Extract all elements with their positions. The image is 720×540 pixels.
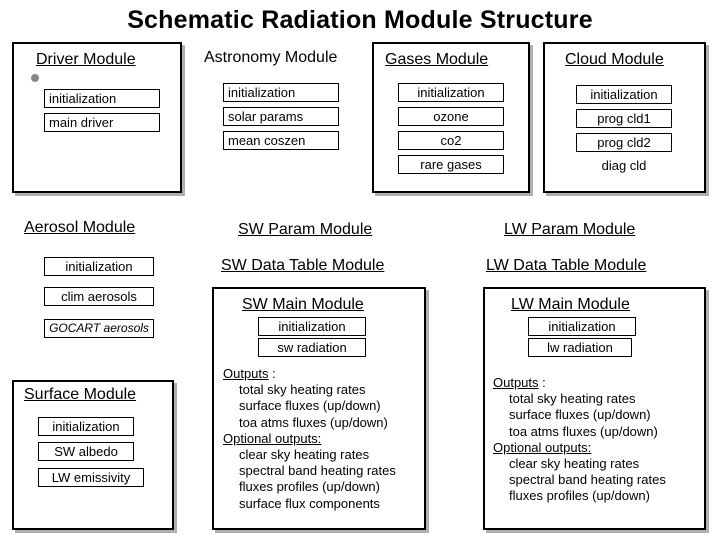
sw-output-item: toa atms fluxes (up/down) — [239, 414, 388, 430]
gases-module-title: Gases Module — [385, 51, 489, 68]
aerosol-item-gocart-aerosols: GOCART aerosols — [44, 319, 154, 338]
lw-outputs-label: Outputs — [493, 375, 539, 390]
sw-optional-output-item: spectral band heating rates — [239, 463, 396, 479]
sw-outputs-colon: : — [268, 366, 276, 381]
cloud-item-prog-cld2: prog cld2 — [576, 133, 672, 152]
sw-param-module-title: SW Param Module — [238, 221, 373, 238]
sw-optional-output-item: fluxes profiles (up/down) — [239, 479, 380, 495]
sw-item-initialization: initialization — [258, 317, 366, 336]
cloud-item-diag-cld: diag cld — [576, 157, 672, 176]
lw-data-table-module-title: LW Data Table Module — [486, 257, 647, 274]
sw-optional-outputs-label: Optional outputs: — [223, 430, 322, 446]
sw-optional-output-item: clear sky heating rates — [239, 447, 370, 463]
surface-module-title: Surface Module — [24, 386, 137, 403]
lw-output-item: surface fluxes (up/down) — [509, 407, 651, 423]
lw-outputs-heading — [493, 375, 666, 391]
surface-item-sw-albedo: SW albedo — [38, 442, 134, 461]
driver-item-initialization: initialization — [44, 89, 160, 108]
gases-item-initialization: initialization — [398, 83, 504, 102]
sw-outputs-block — [223, 366, 396, 512]
gases-item-rare-gases: rare gases — [398, 155, 504, 174]
sw-optional-output-item: surface flux components — [239, 495, 380, 511]
lw-param-module-title: LW Param Module — [504, 221, 636, 238]
sw-main-module-title: SW Main Module — [242, 296, 364, 313]
lw-output-item: total sky heating rates — [509, 391, 636, 407]
lw-optional-output-item: spectral band heating rates — [509, 472, 666, 488]
sw-output-item: surface fluxes (up/down) — [239, 398, 381, 414]
cloud-module-title: Cloud Module — [565, 51, 664, 68]
astronomy-item-mean-coszen: mean coszen — [223, 131, 339, 150]
lw-optional-outputs-label: Optional outputs: — [493, 439, 592, 455]
surface-item-lw-emissivity: LW emissivity — [38, 468, 144, 487]
driver-module-title: Driver Module — [36, 51, 136, 68]
lw-optional-output-item: fluxes profiles (up/down) — [509, 488, 650, 504]
aerosol-item-initialization: initialization — [44, 257, 154, 276]
astronomy-module-title: Astronomy Module — [204, 49, 338, 66]
lw-item-lw-radiation: lw radiation — [528, 338, 632, 357]
sw-outputs-label: Outputs — [223, 366, 269, 381]
sw-output-item: total sky heating rates — [239, 382, 366, 398]
gases-item-co2: co2 — [398, 131, 504, 150]
astronomy-item-solar-params: solar params — [223, 107, 339, 126]
surface-item-initialization: initialization — [38, 417, 134, 436]
lw-main-module-title: LW Main Module — [511, 296, 630, 313]
astronomy-item-initialization: initialization — [223, 83, 339, 102]
lw-item-initialization: initialization — [528, 317, 636, 336]
sw-item-sw-radiation: sw radiation — [258, 338, 366, 357]
sw-data-table-module-title: SW Data Table Module — [221, 257, 385, 274]
bullet-icon — [31, 74, 39, 82]
lw-optional-output-item: clear sky heating rates — [509, 456, 640, 472]
sw-outputs-heading — [223, 366, 396, 382]
lw-output-item: toa atms fluxes (up/down) — [509, 423, 658, 439]
lw-outputs-colon: : — [538, 375, 546, 390]
gases-item-ozone: ozone — [398, 107, 504, 126]
cloud-item-prog-cld1: prog cld1 — [576, 109, 672, 128]
cloud-item-initialization: initialization — [576, 85, 672, 104]
aerosol-module-title: Aerosol Module — [24, 219, 136, 236]
diagram-title: Schematic Radiation Module Structure — [127, 6, 593, 34]
driver-item-main-driver: main driver — [44, 113, 160, 132]
lw-outputs-block — [493, 375, 666, 505]
aerosol-item-clim-aerosols: clim aerosols — [44, 287, 154, 306]
